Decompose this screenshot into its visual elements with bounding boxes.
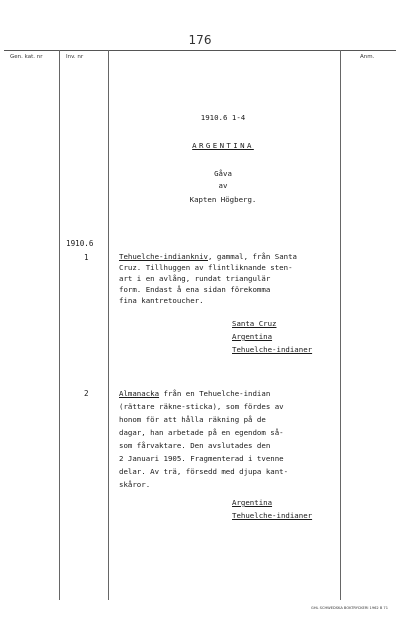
column-divider-1 — [59, 50, 60, 600]
collection-range: 1910.6 1-4 — [200, 113, 246, 122]
page-number: 176 — [188, 33, 212, 47]
entry-tag-country: Argentina — [232, 498, 273, 507]
entry-line: (rättare räkne-sticka), som fördes av — [119, 402, 284, 411]
column-header-inv-nr: Inv. nr — [66, 54, 84, 60]
entry-first-line — [119, 251, 297, 262]
entry-tag-people: Tehuelche-indianer — [232, 511, 313, 520]
entry-line: , gammal, från Santa — [208, 252, 297, 261]
entry-line: dagar, han arbetade på en egendom så- — [119, 428, 284, 437]
gift-word: Gåva — [214, 169, 232, 178]
entry-first-line — [119, 388, 270, 399]
entry-line: delar. Av trä, försedd med djupa kant- — [119, 467, 289, 476]
entry-tag-place: Santa Cruz — [232, 319, 277, 328]
column-divider-2 — [108, 50, 109, 600]
donor-name: Kapten Högberg. — [189, 195, 257, 204]
entry-line: som fårvaktare. Den avslutades den — [119, 441, 271, 450]
column-header-gen-kat-nr: Gen. kat. nr — [10, 54, 43, 60]
header-rule — [4, 50, 396, 51]
entry-line: 2 Januari 1905. Fragmenterad i tvenne — [119, 454, 284, 463]
entry-line: från en Tehuelche-indian — [159, 389, 271, 398]
printer-imprint: GHL SCHWEDSKA BOKTRYCKERI 1962 B 71 — [311, 606, 388, 610]
entry-line: form. Endast å ena sidan förekomma — [119, 285, 271, 294]
entry-line: art i en avlång, rundat triangulär — [119, 274, 271, 283]
entry-line: fina kantretoucher. — [119, 296, 204, 305]
entry-tag-people: Tehuelche-indianer — [232, 345, 313, 354]
entry-line: Cruz. Tillhuggen av flintliknande sten- — [119, 263, 293, 272]
entry-line: honom för att hålla räkning på de — [119, 415, 266, 424]
entry-number: 2 — [84, 389, 89, 398]
column-header-anm: Anm. — [360, 54, 375, 60]
entry-title: Tehuelche-indiankniv — [119, 252, 208, 261]
by-word: av — [218, 181, 228, 190]
collection-country: ARGENTINA — [192, 141, 254, 150]
entry-line: skåror. — [119, 480, 151, 489]
inventory-series: 1910.6 — [66, 239, 94, 248]
column-divider-3 — [340, 50, 341, 600]
entry-number: 1 — [84, 253, 89, 262]
entry-title: Almanacka — [119, 389, 160, 398]
entry-tag-country: Argentina — [232, 332, 273, 341]
